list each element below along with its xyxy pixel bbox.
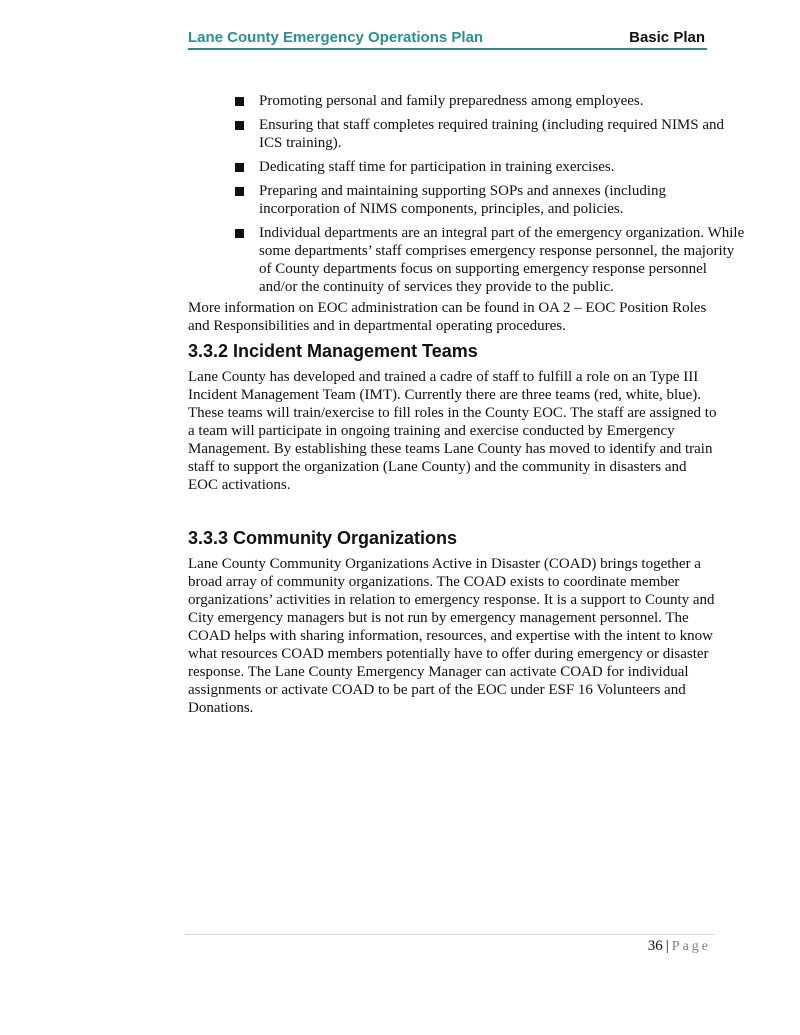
document-title: Lane County Emergency Operations Plan — [188, 29, 484, 46]
square-bullet-icon — [235, 229, 244, 238]
list-item: Promoting personal and family preparedness among employees. — [188, 92, 739, 110]
page-content — [188, 92, 748, 717]
page-footer — [648, 937, 711, 956]
page-label: Page — [671, 939, 711, 954]
footer-divider — [185, 934, 715, 935]
square-bullet-icon — [235, 187, 244, 196]
square-bullet-icon — [235, 121, 244, 130]
square-bullet-icon — [235, 163, 244, 172]
list-item: Dedicating staff time for participation in training exercises. — [188, 158, 749, 176]
list-item: Preparing and maintaining supporting SOPs and annexes (including incorporation of NIMS components, principles, and policies. — [188, 182, 709, 218]
footer-separator: | — [665, 938, 669, 954]
section-heading-incident-management-teams: 3.3.2 Incident Management Teams — [188, 341, 478, 361]
eoc-admin-paragraph: More information on EOC administration can be found in OA 2 – EOC Position Roles and Responsibilities and in departmental operating procedures. — [188, 300, 707, 334]
section-heading-community-organizations: 3.3.3 Community Organizations — [188, 528, 458, 548]
incident-management-teams-paragraph: Lane County has developed and trained a cadre of staff to fulfill a role on an Type III Incident Management Team (IMT). Currently there are three teams (red, white, blue). These teams will train/exercise to fill roles in the County EOC. The staff are assigned to a team will participate in ongoing training and exercise conducted by Emergency Management. By establishing these teams Lane County has moved to identify and train staff to support the organization (Lane County) and the community in disasters and EOC activations. — [188, 369, 717, 493]
community-organizations-paragraph: Lane County Community Organizations Active in Disaster (COAD) brings together a broad array of community organizations. The COAD exists to coordinate member organizations’ activities in relation to emergency response. It is a support to County and City emergency managers but is not run by emergency management personnel. The COAD helps with sharing information, resources, and expertise with the intent to know what resources COAD members potentially have to offer during emergency or disaster response. The Lane County Emergency Manager can activate COAD for individual assignments or activate COAD to be part of the EOC under ESF 16 Volunteers and Donations. — [188, 556, 715, 716]
page-header — [188, 28, 707, 50]
bullet-list — [188, 92, 748, 296]
square-bullet-icon — [235, 97, 244, 106]
list-item: Individual departments are an integral part of the emergency organization. While some departments’ staff comprises emergency response personnel, the majority of County departments focus on supporting emergency response personnel and/or the continuity of services they provide to the public. — [188, 224, 749, 296]
section-title: Basic Plan — [629, 29, 705, 46]
list-item: Ensuring that staff completes required training (including required NIMS and ICS training). — [188, 116, 749, 152]
page-number: 36 — [647, 938, 663, 954]
